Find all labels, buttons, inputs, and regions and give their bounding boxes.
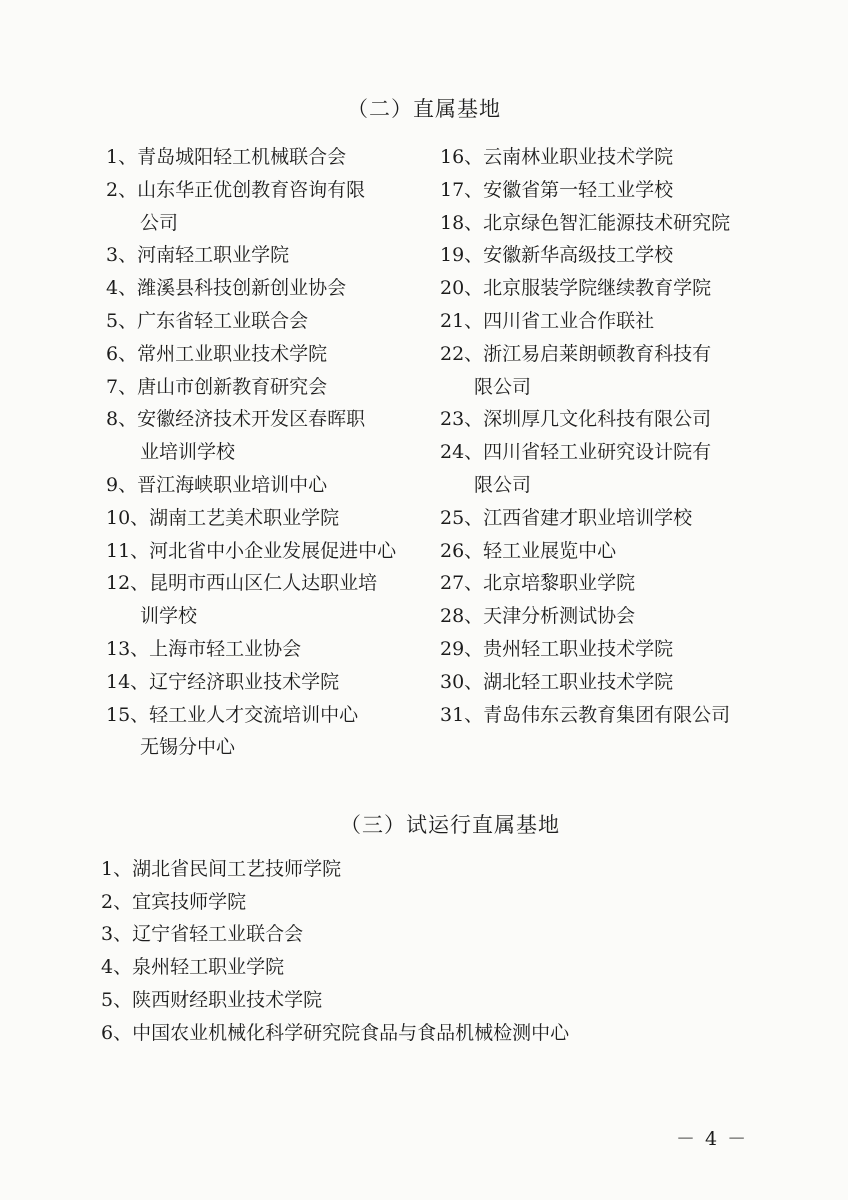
list-item-text: 3、河南轻工职业学院 xyxy=(106,244,290,267)
list-item xyxy=(106,699,436,765)
page-number: － 4 － xyxy=(676,1128,749,1150)
direct-bases-right-column xyxy=(440,141,770,731)
list-item-text: 15、轻工业人才交流培训中心 xyxy=(106,703,359,726)
list-item xyxy=(440,305,770,338)
list-item-text: 20、北京服装学院继续教育学院 xyxy=(440,277,712,300)
list-item-continuation: 训学校 xyxy=(140,605,198,628)
list-item-text: 24、四川省轻工业研究设计院有 xyxy=(440,441,712,464)
list-item-text: 21、四川省工业合作联社 xyxy=(440,309,655,332)
list-item-text: 22、浙江易启莱朗顿教育科技有 xyxy=(440,342,712,365)
list-item xyxy=(106,502,436,535)
list-item xyxy=(106,567,436,633)
list-item-text: 4、潍溪县科技创新创业协会 xyxy=(106,277,347,300)
list-item xyxy=(440,699,770,732)
list-item xyxy=(440,502,770,535)
list-item: 1、湖北省民间工艺技师学院 xyxy=(101,858,342,880)
list-item-text: 9、晋江海峡职业培训中心 xyxy=(106,473,328,496)
list-item: 5、陕西财经职业技术学院 xyxy=(101,988,323,1011)
trial-bases-list xyxy=(101,853,821,1049)
list-item xyxy=(440,272,770,305)
list-item-text: 17、安徽省第一轻工业学校 xyxy=(440,178,674,201)
list-item-text: 11、河北省中小企业发展促进中心 xyxy=(106,539,397,562)
list-item-text: 29、贵州轻工职业技术学院 xyxy=(440,637,674,660)
list-item xyxy=(106,141,436,174)
list-item-continuation: 限公司 xyxy=(474,375,532,398)
list-item xyxy=(440,567,770,600)
list-item xyxy=(106,633,436,666)
list-item xyxy=(106,272,436,305)
list-item xyxy=(106,666,436,699)
list-item-continuation: 公司 xyxy=(140,211,179,234)
list-item xyxy=(106,403,436,469)
list-item-text: 10、湖南工艺美术职业学院 xyxy=(106,506,340,529)
list-item-text: 5、广东省轻工业联合会 xyxy=(106,309,309,332)
list-item: 6、中国农业机械化科学研究院食品与食品机械检测中心 xyxy=(101,1021,570,1044)
list-item-text: 25、江西省建才职业培训学校 xyxy=(440,506,693,529)
list-item-text: 18、北京绿色智汇能源技术研究院 xyxy=(440,211,731,234)
list-item xyxy=(106,535,436,568)
list-item-text: 16、云南林业职业技术学院 xyxy=(440,146,674,168)
list-item-text: 31、青岛伟东云教育集团有限公司 xyxy=(440,703,731,726)
list-item xyxy=(106,174,436,240)
list-item-continuation: 无锡分中心 xyxy=(140,736,236,759)
section-heading-trial-bases: （三）试运行直属基地 xyxy=(340,813,560,837)
list-item: 4、泉州轻工职业学院 xyxy=(101,956,285,979)
list-item xyxy=(106,371,436,404)
list-item-text: 1、青岛城阳轻工机械联合会 xyxy=(106,146,347,168)
list-item xyxy=(440,535,770,568)
direct-bases-left-column xyxy=(106,141,436,764)
list-item-text: 13、上海市轻工业协会 xyxy=(106,637,302,660)
list-item xyxy=(106,239,436,272)
list-item xyxy=(440,174,770,207)
list-item: 2、宜宾技师学院 xyxy=(101,890,247,913)
list-item xyxy=(440,239,770,272)
list-item xyxy=(440,633,770,666)
list-item-text: 12、昆明市西山区仁人达职业培 xyxy=(106,572,378,595)
list-item xyxy=(106,338,436,371)
list-item xyxy=(440,338,770,404)
list-item-text: 19、安徽新华高级技工学校 xyxy=(440,244,674,267)
list-item-continuation: 业培训学校 xyxy=(140,441,236,464)
list-item xyxy=(440,141,770,174)
list-item: 3、辽宁省轻工业联合会 xyxy=(101,923,304,946)
list-item-text: 14、辽宁经济职业技术学院 xyxy=(106,670,340,693)
list-item xyxy=(440,666,770,699)
list-item xyxy=(106,305,436,338)
list-item xyxy=(440,600,770,633)
list-item xyxy=(440,403,770,436)
list-item-text: 8、安徽经济技术开发区春晖职 xyxy=(106,408,366,431)
section-heading-direct-bases: （二）直属基地 xyxy=(347,97,501,121)
list-item-text: 2、山东华正优创教育咨询有限 xyxy=(106,178,366,201)
list-item xyxy=(106,469,436,502)
list-item-text: 30、湖北轻工职业技术学院 xyxy=(440,670,674,693)
list-item-text: 27、北京培黎职业学院 xyxy=(440,572,636,595)
list-item-text: 26、轻工业展览中心 xyxy=(440,539,617,562)
list-item-text: 23、深圳厚几文化科技有限公司 xyxy=(440,408,712,431)
list-item xyxy=(440,207,770,240)
list-item-text: 28、天津分析测试协会 xyxy=(440,605,636,628)
list-item-continuation: 限公司 xyxy=(474,473,532,496)
list-item xyxy=(440,436,770,502)
list-item-text: 7、唐山市创新教育研究会 xyxy=(106,375,328,398)
list-item-text: 6、常州工业职业技术学院 xyxy=(106,342,328,365)
